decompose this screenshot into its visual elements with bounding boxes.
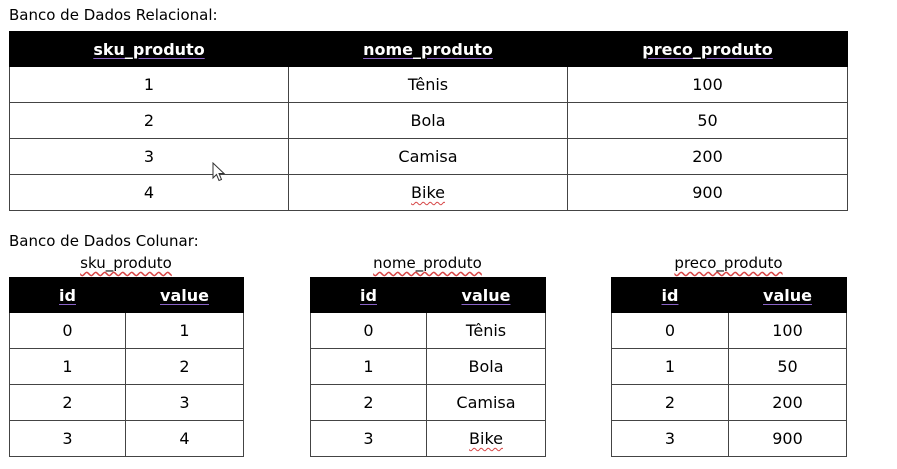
cell-value [427, 421, 546, 457]
columnar-title: Banco de Dados Colunar: [9, 232, 199, 250]
cell-id: 3 [311, 421, 427, 457]
table-row [612, 421, 847, 457]
table-row [612, 385, 847, 421]
columnar-header-row [311, 278, 546, 313]
cell-value-text: Bike [469, 429, 503, 448]
table-row [10, 103, 848, 139]
cell-nome [289, 175, 568, 211]
caption-text: preco_produto [674, 254, 783, 272]
header-label: id [661, 285, 679, 305]
columnar-caption-preco [611, 254, 846, 272]
cell-value: 2 [126, 349, 244, 385]
header-id [10, 278, 126, 313]
columnar-caption-sku [9, 254, 243, 272]
table-row [10, 421, 244, 457]
columnar-header-row [10, 278, 244, 313]
header-label: id [360, 285, 377, 305]
relational-header-row [10, 32, 848, 67]
header-id [311, 278, 427, 313]
header-value [729, 278, 847, 313]
cell-id: 2 [612, 385, 729, 421]
columnar-table-preco [611, 277, 847, 457]
cell-value: 900 [729, 421, 847, 457]
header-preco-produto [568, 32, 848, 67]
caption-text: nome_produto [373, 254, 482, 272]
cell-sku: 2 [10, 103, 289, 139]
cell-value: Tênis [427, 313, 546, 349]
header-label: id [59, 285, 76, 305]
cell-value: 200 [729, 385, 847, 421]
cell-nome: Tênis [289, 67, 568, 103]
table-row [612, 349, 847, 385]
header-value [427, 278, 546, 313]
table-row [311, 313, 546, 349]
header-sku-produto [10, 32, 289, 67]
header-label: value [461, 285, 511, 305]
table-row [311, 385, 546, 421]
cell-id: 3 [612, 421, 729, 457]
header-nome-produto [289, 32, 568, 67]
cell-id: 0 [10, 313, 126, 349]
cell-sku: 1 [10, 67, 289, 103]
table-row [612, 313, 847, 349]
cell-id: 0 [311, 313, 427, 349]
cell-value: 3 [126, 385, 244, 421]
cell-value: Camisa [427, 385, 546, 421]
header-label: value [160, 285, 209, 305]
header-value [126, 278, 244, 313]
cell-id: 1 [311, 349, 427, 385]
cell-sku: 4 [10, 175, 289, 211]
table-row [10, 67, 848, 103]
cell-value: 100 [729, 313, 847, 349]
table-row [311, 349, 546, 385]
header-id [612, 278, 729, 313]
mouse-pointer-icon [212, 162, 226, 182]
cell-value: 4 [126, 421, 244, 457]
cell-preco: 200 [568, 139, 848, 175]
columnar-caption-nome [310, 254, 545, 272]
cell-nome: Bola [289, 103, 568, 139]
cell-value: 1 [126, 313, 244, 349]
cell-id: 1 [612, 349, 729, 385]
columnar-header-row [612, 278, 847, 313]
relational-table [9, 31, 848, 211]
cell-value: 50 [729, 349, 847, 385]
cell-nome: Camisa [289, 139, 568, 175]
table-row [10, 385, 244, 421]
cell-id: 2 [311, 385, 427, 421]
cell-id: 2 [10, 385, 126, 421]
header-label: sku_produto [93, 39, 205, 59]
cell-nome-text: Bike [411, 183, 445, 202]
table-row [10, 313, 244, 349]
columnar-table-nome [310, 277, 546, 457]
table-row [10, 139, 848, 175]
cell-id: 3 [10, 421, 126, 457]
header-label: nome_produto [363, 39, 493, 59]
columnar-table-sku [9, 277, 244, 457]
relational-title: Banco de Dados Relacional: [9, 6, 218, 24]
header-label: value [763, 285, 812, 305]
cell-id: 1 [10, 349, 126, 385]
cell-preco: 900 [568, 175, 848, 211]
caption-text: sku_produto [80, 254, 172, 272]
cell-preco: 50 [568, 103, 848, 139]
table-row [10, 175, 848, 211]
table-row [311, 421, 546, 457]
table-row [10, 349, 244, 385]
cell-sku: 3 [10, 139, 289, 175]
cell-preco: 100 [568, 67, 848, 103]
cell-value: Bola [427, 349, 546, 385]
header-label: preco_produto [642, 39, 773, 59]
cell-id: 0 [612, 313, 729, 349]
